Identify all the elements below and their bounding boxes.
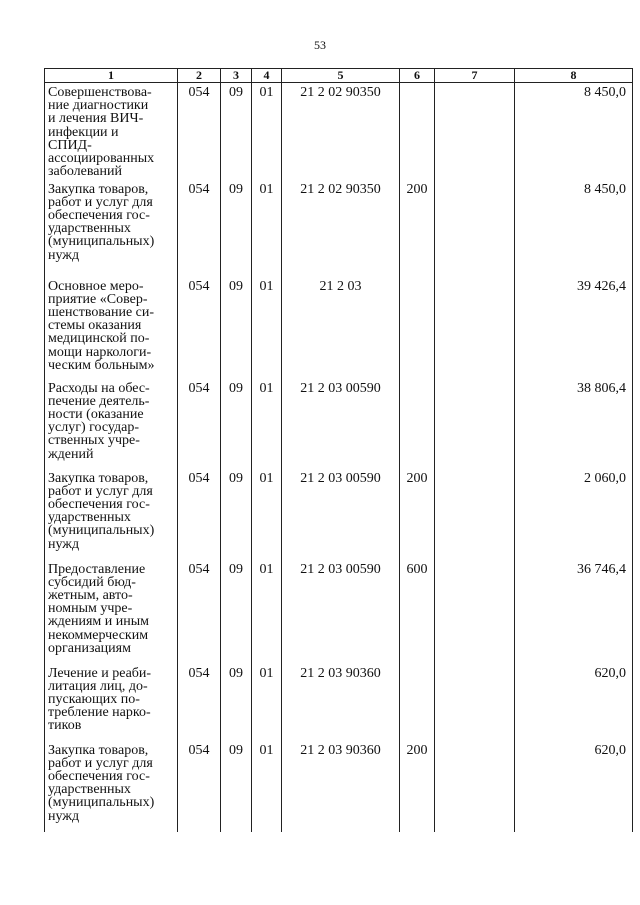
row-ministry-code: 054 <box>178 180 221 277</box>
row-target-code: 21 2 03 00590 <box>282 379 400 469</box>
row-section-code: 09 <box>221 83 252 180</box>
budget-table <box>44 68 633 832</box>
row-subsection-code: 01 <box>252 741 282 832</box>
row-section-code: 09 <box>221 664 252 741</box>
row-expense-type <box>400 83 435 180</box>
row-section-code: 09 <box>221 277 252 379</box>
row-col7 <box>435 741 515 832</box>
row-ministry-code: 054 <box>178 664 221 741</box>
row-amount: 8 450,0 <box>515 83 633 180</box>
table-row <box>45 664 633 741</box>
row-ministry-code: 054 <box>178 277 221 379</box>
row-amount: 36 746,4 <box>515 560 633 664</box>
row-target-code: 21 2 03 <box>282 277 400 379</box>
row-expense-type <box>400 664 435 741</box>
row-expense-type <box>400 277 435 379</box>
table-row <box>45 379 633 469</box>
row-name: Лечение и реаби- литация лиц, до- пускающих по- требление нарко- тиков <box>45 664 178 741</box>
row-ministry-code: 054 <box>178 469 221 560</box>
row-ministry-code: 054 <box>178 741 221 832</box>
col-header-4: 4 <box>252 69 282 83</box>
table-row <box>45 180 633 277</box>
table-row <box>45 741 633 832</box>
row-name: Основное меро- приятие «Совер- шенствование си- стемы оказания медицинской по- мощи наркологи- ческим больным» <box>45 277 178 379</box>
row-name: Совершенствова- ние диагностики и лечения ВИЧ- инфекции и СПИД- ассоциированных заболеваний <box>45 83 178 180</box>
header-row <box>45 69 633 83</box>
col-header-6: 6 <box>400 69 435 83</box>
row-section-code: 09 <box>221 180 252 277</box>
table-row <box>45 469 633 560</box>
row-target-code: 21 2 03 90360 <box>282 741 400 832</box>
row-subsection-code: 01 <box>252 277 282 379</box>
row-expense-type: 600 <box>400 560 435 664</box>
row-amount: 8 450,0 <box>515 180 633 277</box>
page-number: 53 <box>314 38 326 52</box>
row-target-code: 21 2 03 90360 <box>282 664 400 741</box>
row-subsection-code: 01 <box>252 379 282 469</box>
row-ministry-code: 054 <box>178 560 221 664</box>
row-subsection-code: 01 <box>252 180 282 277</box>
row-subsection-code: 01 <box>252 560 282 664</box>
table-row <box>45 560 633 664</box>
row-target-code: 21 2 02 90350 <box>282 180 400 277</box>
row-expense-type <box>400 379 435 469</box>
row-section-code: 09 <box>221 741 252 832</box>
row-ministry-code: 054 <box>178 83 221 180</box>
row-target-code: 21 2 02 90350 <box>282 83 400 180</box>
row-ministry-code: 054 <box>178 379 221 469</box>
row-name: Предоставление субсидий бюд- жетным, авто- номным учре- ждениям и иным некоммерческим организациям <box>45 560 178 664</box>
row-target-code: 21 2 03 00590 <box>282 469 400 560</box>
row-col7 <box>435 560 515 664</box>
row-expense-type: 200 <box>400 180 435 277</box>
row-col7 <box>435 83 515 180</box>
col-header-1: 1 <box>45 69 178 83</box>
table-row <box>45 83 633 180</box>
row-col7 <box>435 379 515 469</box>
col-header-8: 8 <box>515 69 633 83</box>
row-name: Закупка товаров, работ и услуг для обеспечения гос- ударственных (муниципальных) нужд <box>45 741 178 832</box>
table-row <box>45 277 633 379</box>
col-header-3: 3 <box>221 69 252 83</box>
row-amount: 38 806,4 <box>515 379 633 469</box>
row-section-code: 09 <box>221 560 252 664</box>
row-col7 <box>435 180 515 277</box>
row-section-code: 09 <box>221 469 252 560</box>
col-header-7: 7 <box>435 69 515 83</box>
row-col7 <box>435 664 515 741</box>
row-name: Закупка товаров, работ и услуг для обеспечения гос- ударственных (муниципальных) нужд <box>45 180 178 277</box>
col-header-5: 5 <box>282 69 400 83</box>
row-target-code: 21 2 03 00590 <box>282 560 400 664</box>
row-subsection-code: 01 <box>252 469 282 560</box>
row-amount: 620,0 <box>515 741 633 832</box>
row-subsection-code: 01 <box>252 83 282 180</box>
row-col7 <box>435 277 515 379</box>
row-section-code: 09 <box>221 379 252 469</box>
row-amount: 620,0 <box>515 664 633 741</box>
row-amount: 39 426,4 <box>515 277 633 379</box>
row-amount: 2 060,0 <box>515 469 633 560</box>
row-expense-type: 200 <box>400 741 435 832</box>
row-name: Закупка товаров, работ и услуг для обеспечения гос- ударственных (муниципальных) нужд <box>45 469 178 560</box>
col-header-2: 2 <box>178 69 221 83</box>
row-col7 <box>435 469 515 560</box>
row-name: Расходы на обес- печение деятель- ности (оказание услуг) государ- ственных учре- ждений <box>45 379 178 469</box>
row-subsection-code: 01 <box>252 664 282 741</box>
row-expense-type: 200 <box>400 469 435 560</box>
